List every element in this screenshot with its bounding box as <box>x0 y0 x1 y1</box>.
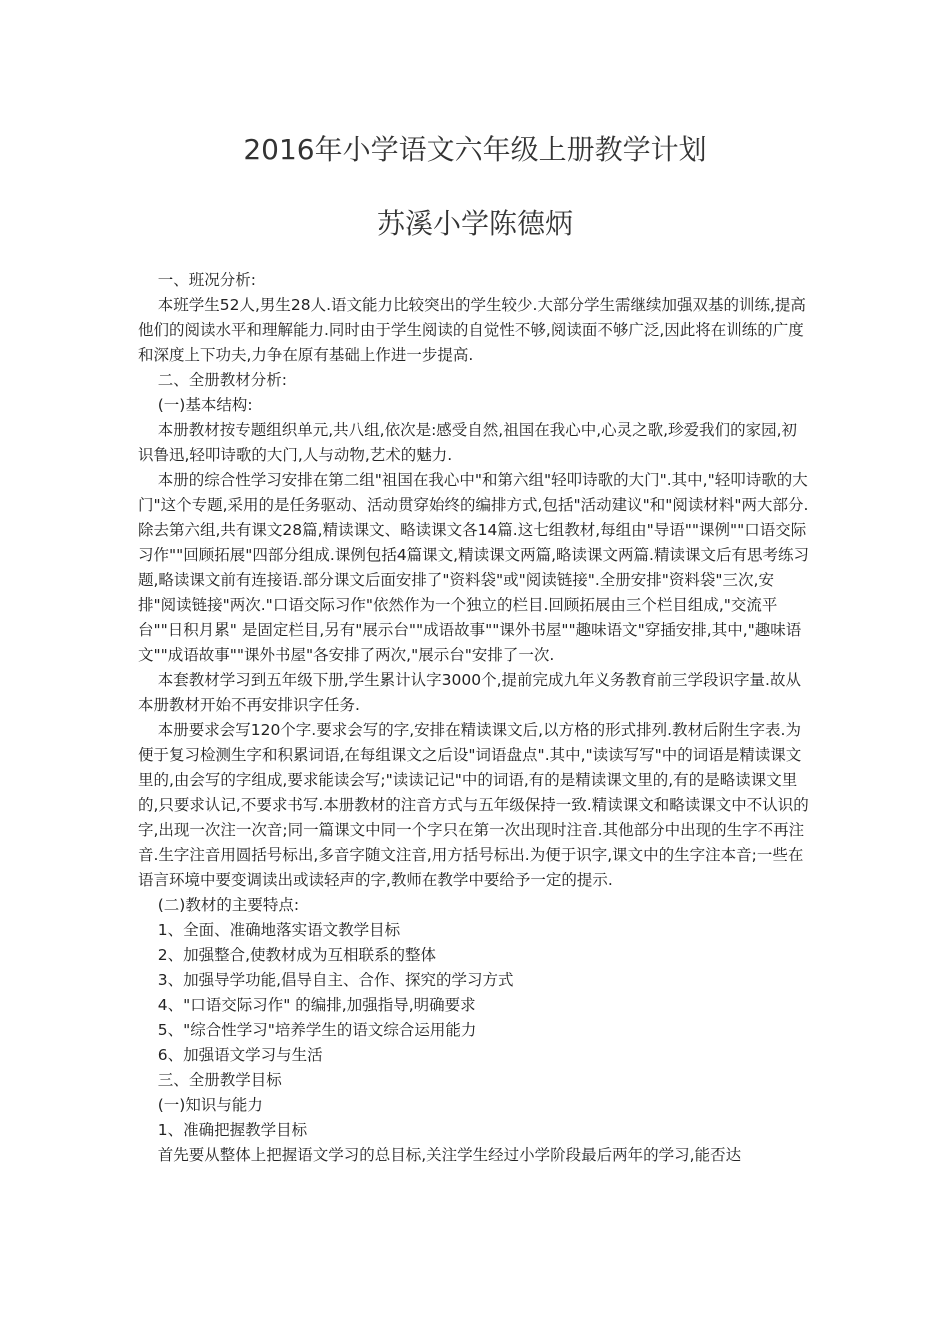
list-item-feature-5: 5、"综合性学习"培养学生的语文综合运用能力 <box>157 1021 477 1039</box>
list-item-feature-6: 6、加强语文学习与生活 <box>157 1046 323 1064</box>
list-item-feature-4: 4、"口语交际习作" 的编排,加强指导,明确要求 <box>157 996 476 1014</box>
list-item-goal-1: 1、准确把握教学目标 <box>157 1121 308 1139</box>
section-heading-textbook-analysis: 二、全册教材分析: <box>157 371 287 389</box>
list-item-feature-3: 3、加强导学功能,倡导自主、合作、探究的学习方式 <box>157 971 514 989</box>
paragraph-writing-requirements: 本册要求会写120个字.要求会写的字,安排在精读课文后,以方格的形式排列.教材后附生字表.为便于复习检测生字和积累词语,在每组课文之后设"词语盘点".其中,"读读写写"中的词语是精读课文里的,由会写的字组成,要求能读会写;"读读记记"中的词语,有的是精读课文里的,有的是略读课文里的,只要求认记,不要求书写.本册教材的注音方式与五年级保持一致.精读课文和略读课文中不认识的字,出现一次注一次音;同一篇课文中同一个字只在第一次出现时注音.其他部分中出现的生字不再注音.生字注音用圆括号标出,多音字随文注音,用方括号标出.为便于识字,课文中的生字注本音;一些在语言环境中要变调读出或读轻声的字,教师在教学中要给予一定的提示. <box>138 721 809 889</box>
section-heading-teaching-goals: 三、全册教学目标 <box>157 1071 282 1089</box>
paragraph-units: 本册教材按专题组织单元,共八组,依次是:感受自然,祖国在我心中,心灵之歌,珍爱我们的家园,初识鲁迅,轻叩诗歌的大门,人与动物,艺术的魅力. <box>138 421 798 464</box>
subheading-main-features: (二)教材的主要特点: <box>157 896 300 914</box>
paragraph-comprehensive-learning: 本册的综合性学习安排在第二组"祖国在我心中"和第六组"轻叩诗歌的大门".其中,"轻叩诗歌的大门"这个专题,采用的是任务驱动、活动贯穿始终的编排方式,包括"活动建议"和"阅读材料"两大部分.除去第六组,共有课文28篇,精读课文、略读课文各14篇.这七组教材,每组由"导语""课例""口语交际习作""回顾拓展"四部分组成.课例包括4篇课文,精读课文两篇,略读课文两篇.精读课文后有思考练习题,略读课文前有连接语.部分课文后面安排了"资料袋"或"阅读链接".全册安排"资料袋"三次,安排"阅读链接"两次."口语交际习作"依然作为一个独立的栏目.回顾拓展由三个栏目组成,"交流平台""日积月累" 是固定栏目,另有"展示台""成语故事""课外书屋""趣味语文"穿插安排,其中,"趣味语文""成语故事""课外书屋"各安排了两次,"展示台"安排了一次. <box>138 471 809 664</box>
document-body <box>138 268 812 1168</box>
paragraph-class-analysis: 本班学生52人,男生28人.语文能力比较突出的学生较少.大部分学生需继续加强双基的训练,提高他们的阅读水平和理解能力.同时由于学生阅读的自觉性不够,阅读面不够广泛,因此将在训练的广度和深度上下功夫,力争在原有基础上作进一步提高. <box>138 296 806 364</box>
paragraph-literacy: 本套教材学习到五年级下册,学生累计认字3000个,提前完成九年义务教育前三学段识字量.故从本册教材开始不再安排识字任务. <box>138 671 801 714</box>
document-title: 2016年小学语文六年级上册教学计划 <box>243 133 707 166</box>
subheading-knowledge-ability: (一)知识与能力 <box>157 1096 263 1114</box>
subheading-basic-structure: (一)基本结构: <box>157 396 253 414</box>
section-heading-class-analysis: 一、班况分析: <box>157 271 256 289</box>
document-author: 苏溪小学陈德炳 <box>376 207 573 240</box>
list-item-feature-1: 1、全面、准确地落实语文教学目标 <box>157 921 401 939</box>
paragraph-overall-goal: 首先要从整体上把握语文学习的总目标,关注学生经过小学阶段最后两年的学习,能否达 <box>157 1146 742 1164</box>
list-item-feature-2: 2、加强整合,使教材成为互相联系的整体 <box>157 946 437 964</box>
